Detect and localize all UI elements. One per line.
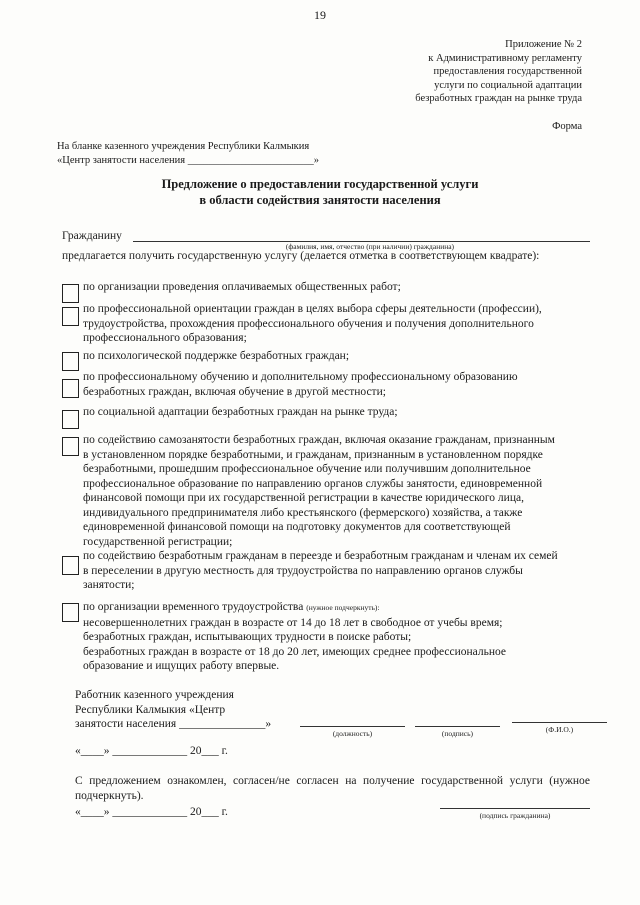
option-line: по психологической поддержке безработных граждан; — [83, 350, 350, 362]
option-line: по содействию самозанятости безработных граждан, включая оказание гражданам, признанным — [83, 434, 555, 446]
option-professional-training — [83, 370, 610, 399]
option-line: финансовой помощи при их государственной регистрации в качестве юридического лица, — [83, 492, 524, 504]
option-line: в установленном порядке безработными, и гражданам, признанным в установленном порядке — [83, 448, 543, 461]
citizen-signature-caption: (подпись гражданина) — [479, 811, 551, 820]
option-line: по социальной адаптации безработных граждан на рынке труда; — [83, 406, 398, 418]
option-relocation — [83, 549, 610, 593]
option-social-adaptation — [83, 405, 590, 420]
citizen-label: Гражданину — [62, 230, 122, 242]
option-line: по профессиональной ориентации граждан в целях выбора сферы деятельности (профессии), — [83, 303, 542, 315]
temp-subitem[interactable]: образование и ищущих работу впервые. — [83, 660, 280, 672]
position-caption: (должность) — [332, 729, 373, 738]
acknowledgement-date[interactable]: «____» _____________ 20___ г. — [75, 806, 228, 818]
appendix-header — [415, 38, 582, 106]
document-title — [0, 176, 640, 208]
title-line: Предложение о предоставлении государственной услуги — [161, 177, 479, 191]
employee-line: занятости населения _______________» — [75, 718, 272, 730]
appendix-line: предоставления государственной — [433, 66, 582, 78]
checkbox-professional-training[interactable] — [62, 379, 79, 398]
option-career-guidance — [83, 302, 610, 346]
temp-employment-heading — [83, 600, 610, 616]
position-field[interactable] — [300, 726, 405, 727]
option-line: по организации проведения оплачиваемых общественных работ; — [83, 281, 401, 293]
signature-caption: (подпись) — [441, 729, 474, 738]
appendix-line: безработных граждан на рынке труда — [415, 93, 582, 105]
checkbox-social-adaptation[interactable] — [62, 410, 79, 429]
option-line: профессионального образования; — [83, 332, 247, 344]
checkbox-psychological-support[interactable] — [62, 352, 79, 371]
option-line: по профессиональному обучению и дополнительному профессиональному образованию — [83, 371, 518, 383]
checkbox-temporary-employment[interactable] — [62, 603, 79, 622]
appendix-line: к Административному регламенту — [428, 52, 582, 64]
title-line: в области содействия занятости населения — [199, 193, 441, 207]
option-line: трудоустройства, прохождения профессионального обучения и получения дополнительного — [83, 317, 534, 330]
signature-field[interactable] — [415, 726, 500, 727]
option-line: по содействию безработным гражданам в переезде и безработным гражданам и членам их семей — [83, 550, 558, 562]
option-line: индивидуального предпринимателя либо крестьянского (фермерского) хозяйства, а также — [83, 506, 523, 519]
option-line: безработных граждан, включая обучение в другой местности; — [83, 385, 386, 398]
full-name-field[interactable] — [512, 722, 607, 723]
appendix-line: Приложение № 2 — [505, 39, 582, 50]
temp-employment-note: (нужное подчеркнуть): — [306, 603, 380, 612]
letterhead — [57, 140, 319, 167]
option-temporary-employment — [83, 600, 610, 674]
full-name-caption: (Ф.И.О.) — [545, 725, 574, 734]
checkbox-self-employment[interactable] — [62, 437, 79, 456]
option-line: безработными, прошедшим профессиональное обучение или получившим дополнительное — [83, 463, 531, 475]
employee-line: Работник казенного учреждения — [75, 689, 234, 701]
option-line: государственной регистрации; — [83, 535, 233, 548]
checkbox-relocation[interactable] — [62, 556, 79, 575]
form-label: Форма — [552, 121, 582, 132]
option-psychological-support — [83, 349, 590, 364]
checkbox-public-works[interactable] — [62, 284, 79, 303]
letterhead-line: На бланке казенного учреждения Республики Калмыкия — [57, 141, 310, 152]
option-self-employment — [83, 433, 610, 549]
option-line: в переселении в другую местность для трудоустройства по направлению органов службы — [83, 564, 523, 577]
temp-employment-label: по организации временного трудоустройства — [83, 601, 304, 613]
option-public-works — [83, 280, 590, 295]
temp-subitem[interactable]: несовершеннолетних граждан в возрасте от 14 до 18 лет в свободное от учебы время; — [83, 616, 503, 629]
employee-date[interactable]: «____» _____________ 20___ г. — [75, 745, 228, 757]
checkbox-career-guidance[interactable] — [62, 307, 79, 326]
option-line: профессиональное образование по направлению органов службы занятости, единовременной — [83, 477, 543, 490]
option-line: единовременной финансовой помощи на подготовку документов для соответствующей — [83, 521, 511, 533]
offer-text: предлагается получить государственную услугу (делается отметка в соответствующем квадрате): — [62, 250, 540, 262]
citizen-caption: (фамилия, имя, отчество (при наличии) гражданина) — [285, 242, 455, 251]
letterhead-line: «Центр занятости населения ________________________» — [57, 154, 319, 166]
acknowledgement-text: С предложением ознакомлен, согласен/не согласен на получение государственной услуги (нужное подчеркнуть). — [75, 775, 590, 802]
option-line: занятости; — [83, 579, 135, 591]
page-number: 19 — [314, 8, 326, 22]
employee-line: Республики Калмыкия «Центр — [75, 703, 226, 716]
citizen-signature-field[interactable] — [440, 808, 590, 809]
temp-subitem[interactable]: безработных граждан, испытывающих трудности в поиске работы; — [83, 631, 412, 643]
employee-signature-block — [75, 688, 271, 732]
appendix-line: услуги по социальной адаптации — [434, 79, 582, 91]
temp-subitem[interactable]: безработных граждан в возрасте от 18 до 20 лет, имеющих среднее профессиональное — [83, 645, 506, 658]
